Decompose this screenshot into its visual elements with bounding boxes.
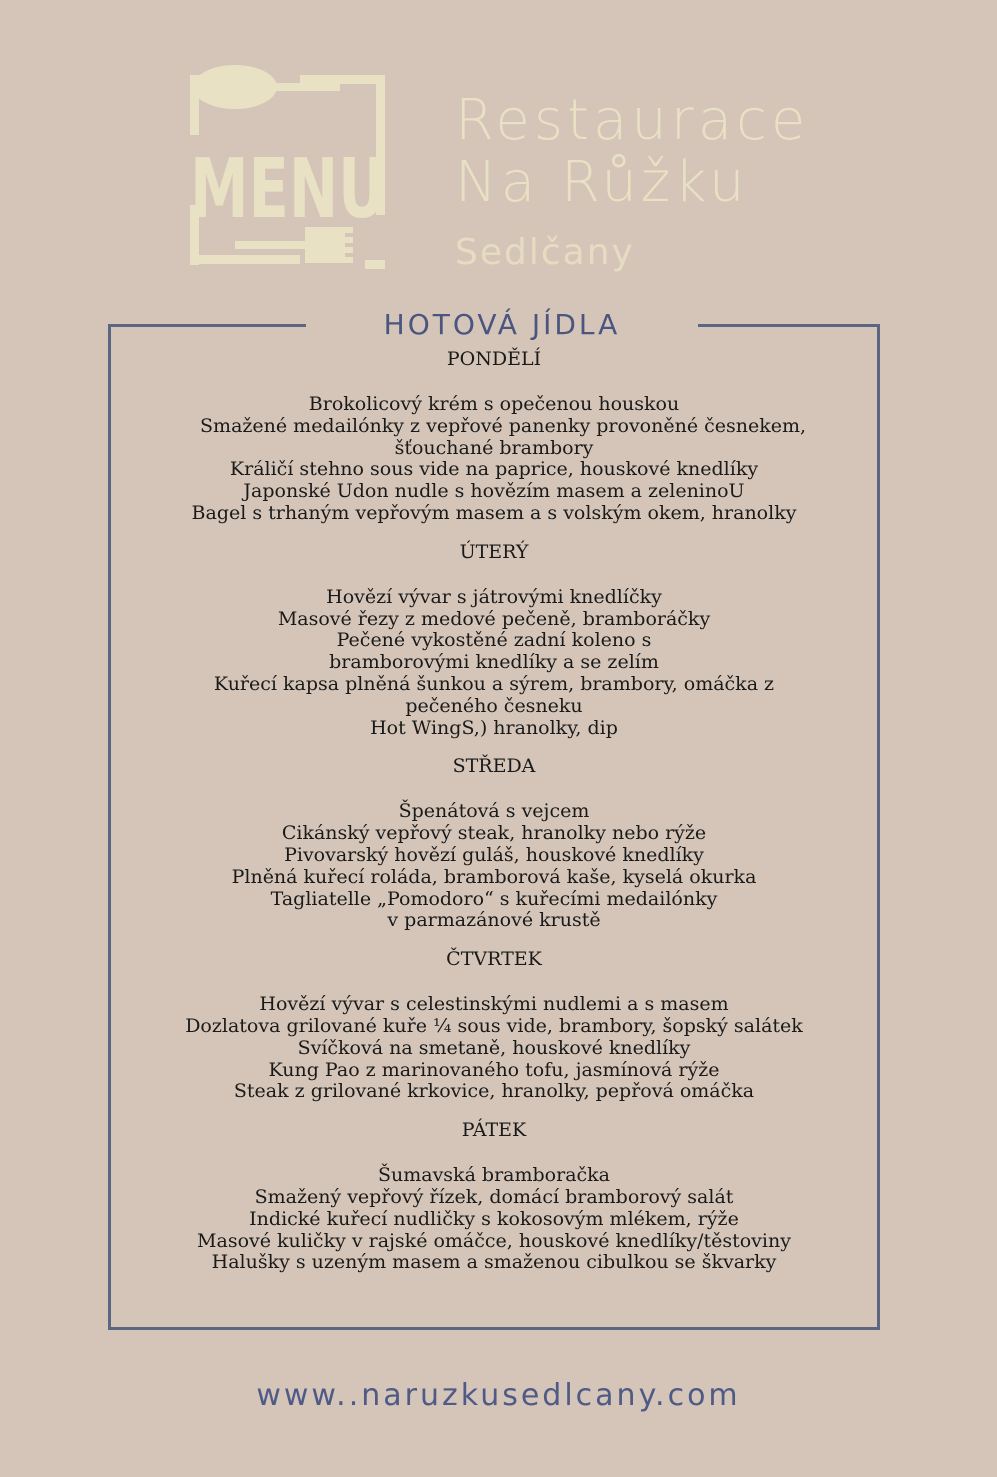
dish-item: Bagel s trhaným vepřovým masem a s volským okem, hranolky <box>191 501 797 524</box>
dish-item: Králičí stehno sous vide na paprice, houskové knedlíky <box>229 458 759 481</box>
daily-menu <box>111 346 877 1288</box>
dish-item: v parmazánové krustě <box>387 909 601 932</box>
dish-item: Hovězí vývar s celestinskými nudlemi a s masem <box>259 993 729 1016</box>
day-block <box>111 1117 877 1288</box>
dish-item: Masové kuličky v rajské omáčce, houskové knedlíky/těstoviny <box>197 1229 791 1252</box>
restaurant-name-line1: Restaurace <box>455 88 810 153</box>
dish-item: Steak z grilované krkovice, hranolky, pepřová omáčka <box>233 1080 755 1103</box>
dish-item: Plněná kuřecí roláda, bramborová kaše, kyselá okurka <box>231 865 757 888</box>
day-heading: PONDĚLÍ <box>446 348 542 370</box>
dish-item: Hovězí vývar s játrovými knedlíčky <box>326 585 662 608</box>
dish-item: Pečené vykostěné zadní koleno s <box>336 629 652 652</box>
section-title: HOTOVÁ JÍDLA <box>383 308 621 341</box>
frame-top-edge-left <box>108 324 306 327</box>
dish-item: Kuřecí kapsa plněná šunkou a sýrem, brambory, omáčka z <box>213 672 775 695</box>
day-heading: ÚTERÝ <box>459 540 529 563</box>
dish-item: Halušky s uzeným masem a smaženou cibulkou se škvarky <box>211 1251 777 1274</box>
day-heading: STŘEDA <box>452 755 536 778</box>
restaurant-name-line2: Na Růžku <box>455 150 749 215</box>
dish-item: Dozlatova grilované kuře ¼ sous vide, brambory, šopský salátek <box>185 1014 803 1037</box>
dish-item: šťouchané brambory <box>394 436 594 459</box>
dish-item: Špenátová s vejcem <box>398 800 590 823</box>
day-block <box>111 946 877 1117</box>
day-block <box>111 539 877 754</box>
dish-item: Kung Pao z marinovaného tofu, jasmínová rýže <box>268 1058 720 1081</box>
spoon-icon <box>193 65 277 109</box>
frame-top-edge-right <box>698 324 880 327</box>
dish-item: Indické kuřecí nudličky s kokosovým mlékem, rýže <box>249 1207 739 1230</box>
dish-item: Masové řezy z medové pečeně, bramboráčky <box>277 607 711 630</box>
dish-item: Hot WingS,) hranolky, dip <box>370 716 618 739</box>
day-block <box>111 753 877 946</box>
logo-text: MENU <box>190 142 386 237</box>
restaurant-city: Sedlčany <box>455 232 635 273</box>
dish-item: Smažené medailónky z vepřové panenky provoněné česnekem, <box>181 414 807 437</box>
dish-item: Svíčková na smetaně, houskové knedlíky <box>297 1036 691 1059</box>
dish-item: Tagliatelle „Pomodoro“ s kuřecími medailónky <box>270 887 718 910</box>
menu-logo <box>180 55 400 280</box>
dish-item: Japonské Udon nudle s hovězím masem a zeleninoU <box>243 480 745 503</box>
day-heading: PÁTEK <box>461 1119 527 1142</box>
dish-item: Cikánský vepřový steak, hranolky nebo rýže <box>281 822 707 845</box>
dish-item: Brokolicový krém s opečenou houskou <box>308 393 680 415</box>
dish-item: bramborovými knedlíky a se zelím <box>329 651 659 674</box>
day-heading: ČTVRTEK <box>446 948 542 971</box>
dish-item: Smažený vepřový řízek, domácí bramborový salát <box>254 1185 734 1208</box>
dish-item: Pivovarský hovězí guláš, houskové knedlíky <box>284 843 704 866</box>
website-url[interactable]: www..naruzkusedlcany.com <box>256 1378 741 1413</box>
dish-item: Šumavská bramboračka <box>377 1164 611 1187</box>
dish-item: pečeného česneku <box>405 694 583 717</box>
day-block <box>111 346 877 539</box>
